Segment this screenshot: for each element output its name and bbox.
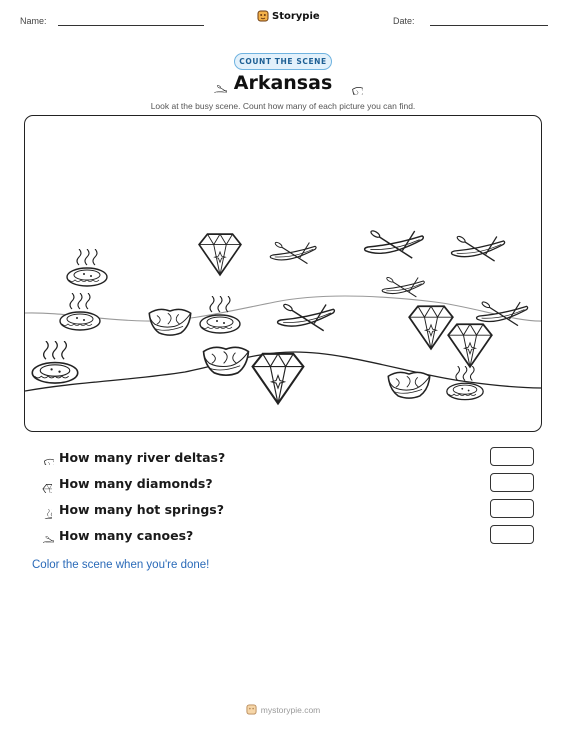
hot-spring-icon [32,499,52,519]
river-delta-icon [32,449,54,465]
brand-name: Storypie [272,10,320,22]
question-river-deltas [32,447,534,469]
canoe [382,276,424,296]
river-delta [388,372,429,398]
storypie-icon [257,10,269,22]
hot-spring [200,296,240,333]
diamond-icon [32,473,52,493]
question-text: How many hot springs? [59,502,224,517]
hot-spring [60,293,100,330]
question-text: How many canoes? [59,528,194,543]
count-the-scene-badge: COUNT THE SCENE [234,53,332,70]
footer [0,704,566,715]
busy-scene [24,115,542,432]
river-delta [204,347,249,375]
question-hot-springs [32,499,534,521]
date-label: Date: [393,16,415,26]
footer-link[interactable]: mystorypie.com [260,704,321,715]
canoe-icon [32,529,54,543]
date-field[interactable] [430,25,548,26]
river-delta [149,309,190,335]
storypie-icon [246,704,257,715]
hot-spring [32,341,77,383]
diamond [448,324,492,367]
page-title: Arkansas [233,72,333,94]
river-delta-icon [339,75,363,95]
answer-box-river-deltas[interactable] [490,447,534,466]
canoe [477,301,528,326]
question-diamonds [32,473,534,495]
brand-logo [257,10,320,22]
instructions: Look at the busy scene. Count how many of each picture you can find. [150,101,416,111]
name-label: Name: [20,16,47,26]
canoe [278,303,335,331]
answer-box-canoes[interactable] [490,525,534,544]
question-text: How many diamonds? [59,476,213,491]
diamond [199,234,241,275]
upper-hill-line [25,296,542,321]
canoe [451,235,504,261]
name-field[interactable] [58,25,204,26]
answer-box-diamonds[interactable] [490,473,534,492]
hot-spring [67,249,107,286]
answer-box-hot-springs[interactable] [490,499,534,518]
question-text: How many river deltas? [59,450,226,465]
diamond [409,306,453,349]
color-instruction: Color the scene when you're done! [32,559,210,571]
question-canoes [32,525,534,547]
canoe [270,241,316,263]
canoe [365,230,424,258]
diamond [253,354,304,404]
